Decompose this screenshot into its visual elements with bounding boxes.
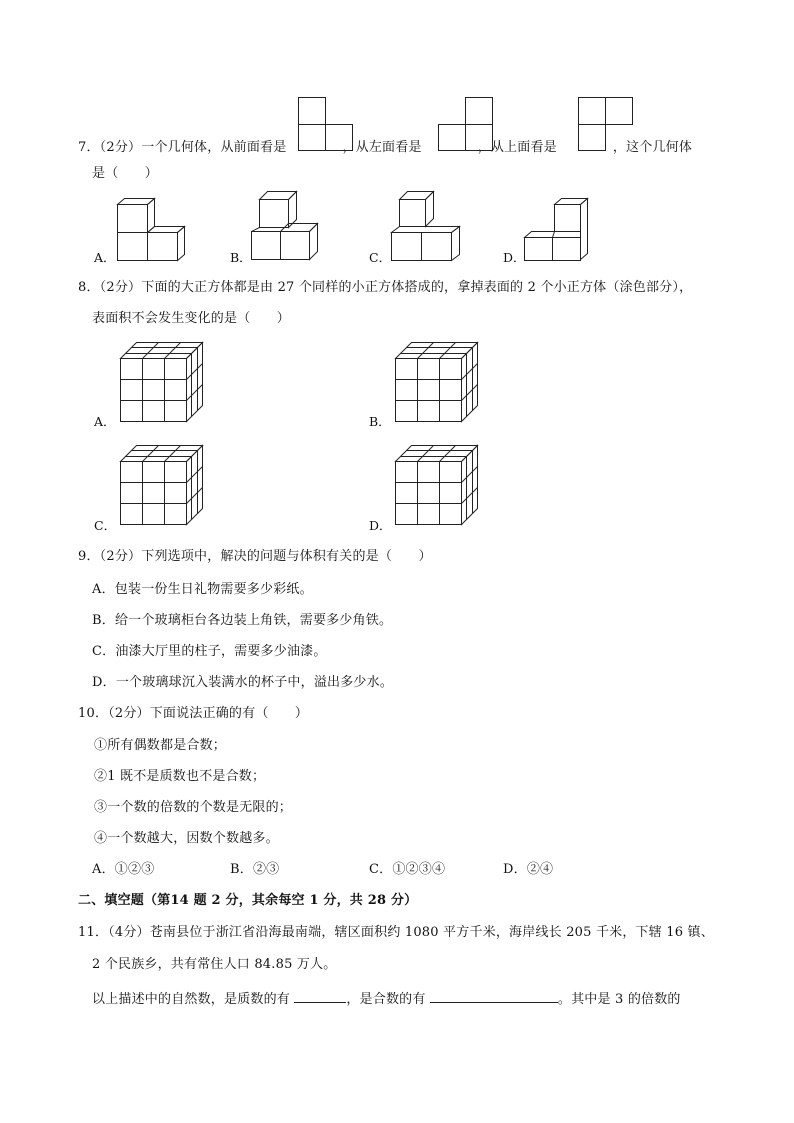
q8-option-a-label: A． bbox=[94, 414, 116, 429]
q8-option-d-cube bbox=[395, 445, 481, 527]
q7-option-c-figure bbox=[391, 191, 463, 263]
q11-line3-part-b: ，是合数的有 bbox=[346, 992, 430, 1007]
q8-option-a-cube bbox=[120, 342, 206, 424]
q10-option-c: C．①②③④ bbox=[369, 862, 446, 877]
q7-option-a-figure bbox=[117, 198, 189, 264]
q10-statement-4: ④一个数越大，因数个数越多。 bbox=[94, 831, 279, 846]
q10-statement-2: ②1 既不是质数也不是合数； bbox=[94, 769, 266, 784]
q7-option-a-label: A． bbox=[94, 250, 116, 265]
q11-line3-part-a: 以上描述中的自然数，是质数的有 bbox=[92, 992, 295, 1007]
q7-option-b-figure bbox=[251, 191, 327, 263]
q9-option-a: A．包装一份生日礼物需要多少彩纸。 bbox=[92, 582, 313, 597]
q10-statement-3: ③一个数的倍数的个数是无限的； bbox=[94, 800, 293, 815]
q9-option-d: D．一个玻璃球沉入装满水的杯子中，溢出多少水。 bbox=[92, 675, 394, 690]
q7-top-view-figure bbox=[578, 97, 634, 152]
q7-top-suffix: ，这个几何体 bbox=[612, 140, 693, 155]
q11-line2: 2 个民族乡，共有常住人口 84.85 万人。 bbox=[92, 957, 337, 972]
q7-front-view-figure bbox=[298, 97, 354, 152]
q8-option-b-label: B． bbox=[369, 414, 391, 429]
q10-option-b: B．②③ bbox=[230, 862, 280, 877]
q7-option-d-label: D． bbox=[503, 250, 526, 265]
q7-option-c-label: C． bbox=[369, 250, 392, 265]
q8-option-b-cube bbox=[395, 342, 481, 424]
q10-statement-1: ①所有偶数都是合数； bbox=[94, 738, 227, 753]
q8-option-c-label: C． bbox=[94, 518, 117, 533]
q11-line3-part-c: 。其中是 3 的倍数的 bbox=[557, 992, 681, 1007]
q9-option-b: B．给一个玻璃柜台各边装上角铁，需要多少角铁。 bbox=[92, 613, 393, 628]
q9-stem: 9．（2分）下列选项中，解决的问题与体积有关的是（ ） bbox=[78, 549, 432, 564]
q11-line1: 11．（4分）苍南县位于浙江省沿海最南端，辖区面积约 1080 平方千米，海岸线长 205 千米，下辖 16 镇、 bbox=[78, 925, 714, 940]
q7-prefix: 7．（2分）一个几何体，从前面看是 bbox=[78, 140, 287, 155]
q11-line3 bbox=[92, 988, 681, 1009]
q8-stem-line2: 表面积不会发生变化的是（ ） bbox=[92, 311, 291, 326]
q7-option-b-label: B． bbox=[230, 250, 252, 265]
q7-stem-line2: 是（ ） bbox=[92, 166, 159, 181]
q7-option-d-figure bbox=[524, 198, 592, 264]
q10-stem: 10．（2分）下面说法正确的有（ ） bbox=[78, 706, 309, 721]
q7-left-view-figure bbox=[438, 97, 494, 152]
q11-blank-primes[interactable] bbox=[294, 988, 346, 1003]
q8-option-d-label: D． bbox=[369, 518, 392, 533]
q7-left-suffix: ，从上面看是 bbox=[477, 140, 557, 155]
q11-blank-composites[interactable] bbox=[430, 988, 558, 1003]
q8-stem-line1: 8．（2分）下面的大正方体都是由 27 个同样的小正方体搭成的，拿掉表面的 2 个小正方体（涂色部分）， bbox=[78, 280, 693, 295]
q8-option-c-cube bbox=[120, 445, 206, 527]
q9-option-c: C．油漆大厅里的柱子，需要多少油漆。 bbox=[92, 644, 327, 659]
section-2-title: 二、填空题（第14 题 2 分，其余每空 1 分，共 28 分） bbox=[78, 893, 418, 908]
q10-option-d: D．②④ bbox=[503, 862, 554, 877]
q7-front-suffix: ，从左面看是 bbox=[342, 140, 422, 155]
q10-option-a: A．①②③ bbox=[92, 862, 155, 877]
